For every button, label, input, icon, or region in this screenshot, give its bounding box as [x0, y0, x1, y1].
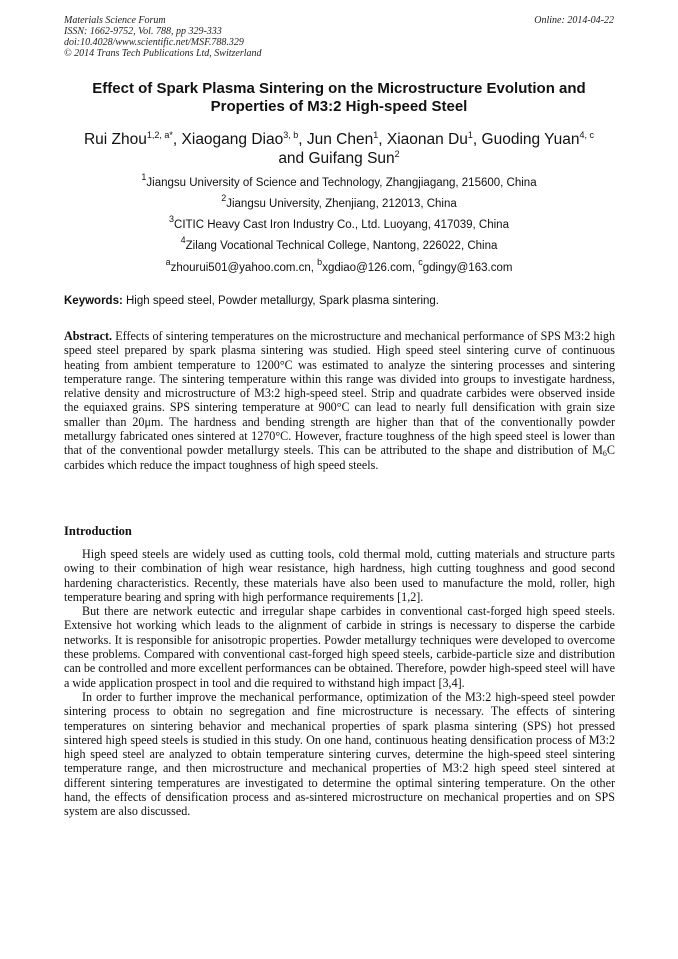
- journal-issn: ISSN: 1662-9752, Vol. 788, pp 329-333: [64, 26, 222, 37]
- keywords-text: High speed steel, Powder metallurgy, Spark plasma sintering.: [122, 295, 439, 307]
- title-line-2: Properties of M3:2 High-speed Steel: [210, 98, 468, 115]
- author-name: Guoding Yuan: [481, 131, 580, 148]
- author-list: [60, 130, 618, 168]
- author-name: Rui Zhou: [83, 131, 147, 148]
- affiliation-mark: 1: [141, 172, 147, 182]
- author-separator: ,: [298, 131, 307, 148]
- affiliation: [60, 214, 618, 232]
- author-affiliation-mark: 1: [467, 130, 473, 140]
- affiliation: [60, 193, 618, 211]
- email-list: [60, 257, 618, 275]
- author-name: Guifang Sun: [308, 150, 395, 167]
- author-separator: ,: [378, 131, 387, 148]
- email: xgdiao@126.com,: [322, 262, 419, 274]
- email-mark: c: [418, 257, 423, 267]
- author-conjunction: and: [278, 150, 309, 167]
- keywords-label: Keywords:: [64, 295, 123, 307]
- author-separator: ,: [472, 131, 482, 148]
- journal-copyright: © 2014 Trans Tech Publications Ltd, Switzerland: [64, 48, 262, 59]
- title-line-1: Effect of Spark Plasma Sintering on the Microstructure Evolution and: [92, 80, 586, 97]
- journal-name: Materials Science Forum: [64, 15, 166, 26]
- journal-doi: doi:10.4028/www.scientific.net/MSF.788.329: [64, 37, 244, 48]
- introduction-body: [64, 547, 615, 819]
- affiliation: [60, 235, 618, 253]
- abstract: [64, 329, 615, 472]
- author-affiliation-mark: 2: [394, 149, 400, 159]
- affiliation-mark: 2: [221, 193, 227, 203]
- affiliation-text: Zilang Vocational Technical College, Nantong, 226022, China: [185, 240, 498, 252]
- affiliation-text: Jiangsu University, Zhenjiang, 212013, China: [226, 198, 457, 210]
- author-affiliation-mark: 4, c: [579, 130, 595, 140]
- author-line-1: [60, 130, 618, 149]
- email-mark: b: [317, 257, 323, 267]
- affiliation-text: Jiangsu University of Science and Technology, Zhangjiagang, 215600, China: [146, 177, 537, 189]
- abstract-tail: C carbides which reduce the impact toughness of high speed steels.: [64, 443, 615, 472]
- author-name: Xiaonan Du: [386, 131, 468, 148]
- email: zhourui501@yahoo.com.cn,: [170, 262, 318, 274]
- author-affiliation-mark: 1,2, a*: [146, 130, 173, 140]
- author-line-2: [60, 149, 618, 168]
- abstract-paragraph: [64, 329, 615, 472]
- email: gdingy@163.com: [422, 262, 513, 274]
- intro-paragraph: High speed steels are widely used as cutting tools, cold thermal mold, cutting materials and structure parts owing to their combination of high wear resistance, high hardness, high cutting toughness and good second hardening characteristics. Recently, these materials have also been used to manufacture the mold, roller, high temperature bearing and spring with high performance requirements [1,2].: [64, 547, 615, 604]
- author-separator: ,: [172, 131, 182, 148]
- intro-paragraph: In order to further improve the mechanical performance, optimization of the M3:2 high-speed steel powder sintering process to obtain no segregation and fine microstructure is necessary. The effects of sintering temperatures on sintering behavior and mechanical properties of spark plasma sintering (SPS) hot pressed sintered high speed steels is studied in this study. On one hand, continuous heating densification process of M3:2 high speed steel are analyzed to obtain temperature sintering curves, determine the high-speed steel sintering temperature range, and then microstructure and mechanical properties of M3:2 high speed steel sintered at different sintering temperatures are investigated to determine the optimal sintering temperature. On the other hand, the effects of densification process and as-sintered microstructure on mechanical properties and on SPS system are also discussed.: [64, 689, 615, 819]
- journal-header: [64, 15, 262, 59]
- paper-title: [60, 80, 618, 116]
- online-date: Online: 2014-04-22: [534, 15, 614, 26]
- affiliation-mark: 4: [180, 235, 186, 245]
- author-affiliation-mark: 3, b: [283, 130, 299, 140]
- section-heading-introduction: Introduction: [64, 524, 132, 538]
- email-mark: a: [165, 257, 171, 267]
- keywords: [64, 294, 616, 308]
- author-affiliation-mark: 1: [373, 130, 379, 140]
- author-name: Jun Chen: [306, 131, 374, 148]
- abstract-text: Effects of sintering temperatures on the microstructure and mechanical performance of SPS M3:2 high speed steel prepared by spark plasma sintering was studied. High speed steel sintering curve of continuous heating from ambient temperature to 1200°C was estimated to analyze the sintering processes and sintering temperature range. The sintering temperature within this range was divided into groups to investigate hardness, relative density and microstructure of M3:2 high-speed steel. Strip and quadrate carbides were observed inside the equiaxed grains. SPS sintering temperature at 900°C can lead to nearly full densification with grain size smaller than 20μm. The hardness and bending strength are higher than that of the conventionally powder metallurgy fabricated ones sintered at 1270°C. However, fracture toughness of the high speed steel is lower than that of the conventional powder metallurgy steels. This can be attributed to the shape and distribution of M: [64, 329, 615, 458]
- affiliation-text: CITIC Heavy Cast Iron Industry Co., Ltd. Luoyang, 417039, China: [174, 219, 509, 231]
- affiliation: [60, 172, 618, 190]
- abstract-subscript: 6: [602, 449, 607, 459]
- affiliation-mark: 3: [169, 214, 175, 224]
- abstract-label: Abstract.: [64, 329, 113, 343]
- intro-paragraph: But there are network eutectic and irregular shape carbides in conventional cast-forged high speed steels. Extensive hot working which leads to the alignment of carbide in strings is necessary to disperse the carbide networks. It is responsible for anisotropic properties. Powder metallurgy techniques were developed to overcome these problems. Compared with conventional cast-forged high speed steels, carbide-particle size and distribution can be controlled and more excellent performances can be obtained. Therefore, powder high-speed steel will have a wide application prospect in tool and die required to withstand high impact [3,4].: [64, 604, 615, 690]
- author-name: Xiaogang Diao: [181, 131, 284, 148]
